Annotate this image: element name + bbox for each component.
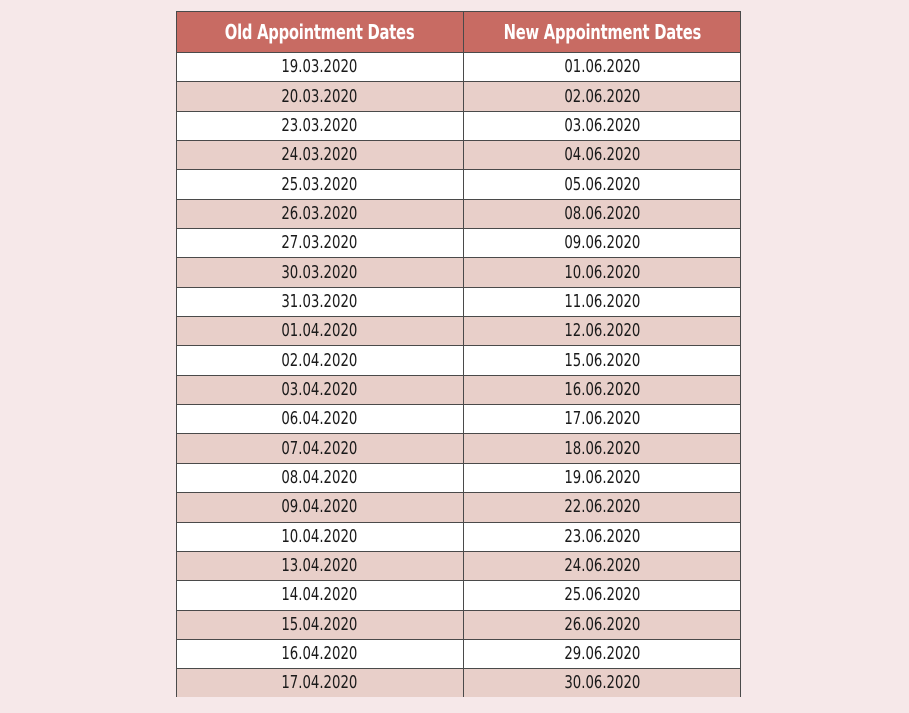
new-date-cell: 25.06.2020 <box>463 581 741 610</box>
old-date-cell: 09.04.2020 <box>177 493 463 522</box>
table-row <box>177 522 741 551</box>
new-date-cell: 23.06.2020 <box>463 522 741 551</box>
new-date-cell: 16.06.2020 <box>463 375 741 404</box>
old-date-cell: 16.04.2020 <box>177 639 463 668</box>
table-row <box>177 53 741 82</box>
header-new-appointment-dates: New Appointment Dates <box>463 12 741 53</box>
old-date-cell: 20.03.2020 <box>177 82 463 111</box>
table-row <box>177 405 741 434</box>
old-date-cell: 24.03.2020 <box>177 141 463 170</box>
header-old-appointment-dates: Old Appointment Dates <box>177 12 463 53</box>
new-date-cell: 05.06.2020 <box>463 170 741 199</box>
table-row <box>177 346 741 375</box>
new-date-cell: 15.06.2020 <box>463 346 741 375</box>
new-date-cell: 11.06.2020 <box>463 287 741 316</box>
new-date-cell: 03.06.2020 <box>463 111 741 140</box>
table-row <box>177 287 741 316</box>
table-row <box>177 141 741 170</box>
old-date-cell: 03.04.2020 <box>177 375 463 404</box>
old-date-cell: 01.04.2020 <box>177 317 463 346</box>
old-date-cell: 08.04.2020 <box>177 463 463 492</box>
new-date-cell: 17.06.2020 <box>463 405 741 434</box>
old-date-cell: 31.03.2020 <box>177 287 463 316</box>
old-date-cell: 19.03.2020 <box>177 53 463 82</box>
table-row <box>177 375 741 404</box>
old-date-cell: 23.03.2020 <box>177 111 463 140</box>
table-row <box>177 551 741 580</box>
table-body <box>177 53 741 698</box>
new-date-cell: 22.06.2020 <box>463 493 741 522</box>
table-row <box>177 581 741 610</box>
new-date-cell: 10.06.2020 <box>463 258 741 287</box>
table-header <box>177 12 741 53</box>
new-date-cell: 30.06.2020 <box>463 669 741 697</box>
table-row <box>177 669 741 697</box>
old-date-cell: 07.04.2020 <box>177 434 463 463</box>
old-date-cell: 30.03.2020 <box>177 258 463 287</box>
table-row <box>177 463 741 492</box>
old-date-cell: 13.04.2020 <box>177 551 463 580</box>
old-date-cell: 25.03.2020 <box>177 170 463 199</box>
table-row <box>177 610 741 639</box>
new-date-cell: 24.06.2020 <box>463 551 741 580</box>
old-date-cell: 15.04.2020 <box>177 610 463 639</box>
new-date-cell: 18.06.2020 <box>463 434 741 463</box>
appointment-dates-table <box>176 11 741 697</box>
table-row <box>177 258 741 287</box>
new-date-cell: 29.06.2020 <box>463 639 741 668</box>
table-row <box>177 317 741 346</box>
new-date-cell: 09.06.2020 <box>463 229 741 258</box>
table-row <box>177 229 741 258</box>
table-row <box>177 639 741 668</box>
new-date-cell: 26.06.2020 <box>463 610 741 639</box>
old-date-cell: 17.04.2020 <box>177 669 463 697</box>
new-date-cell: 02.06.2020 <box>463 82 741 111</box>
new-date-cell: 04.06.2020 <box>463 141 741 170</box>
old-date-cell: 06.04.2020 <box>177 405 463 434</box>
table-row <box>177 493 741 522</box>
new-date-cell: 08.06.2020 <box>463 199 741 228</box>
new-date-cell: 19.06.2020 <box>463 463 741 492</box>
table-row <box>177 199 741 228</box>
old-date-cell: 14.04.2020 <box>177 581 463 610</box>
old-date-cell: 26.03.2020 <box>177 199 463 228</box>
new-date-cell: 01.06.2020 <box>463 53 741 82</box>
table-row <box>177 82 741 111</box>
table-row <box>177 434 741 463</box>
new-date-cell: 12.06.2020 <box>463 317 741 346</box>
old-date-cell: 10.04.2020 <box>177 522 463 551</box>
dates-table <box>177 12 741 697</box>
table-row <box>177 111 741 140</box>
old-date-cell: 27.03.2020 <box>177 229 463 258</box>
header-row <box>177 12 741 53</box>
table-row <box>177 170 741 199</box>
old-date-cell: 02.04.2020 <box>177 346 463 375</box>
